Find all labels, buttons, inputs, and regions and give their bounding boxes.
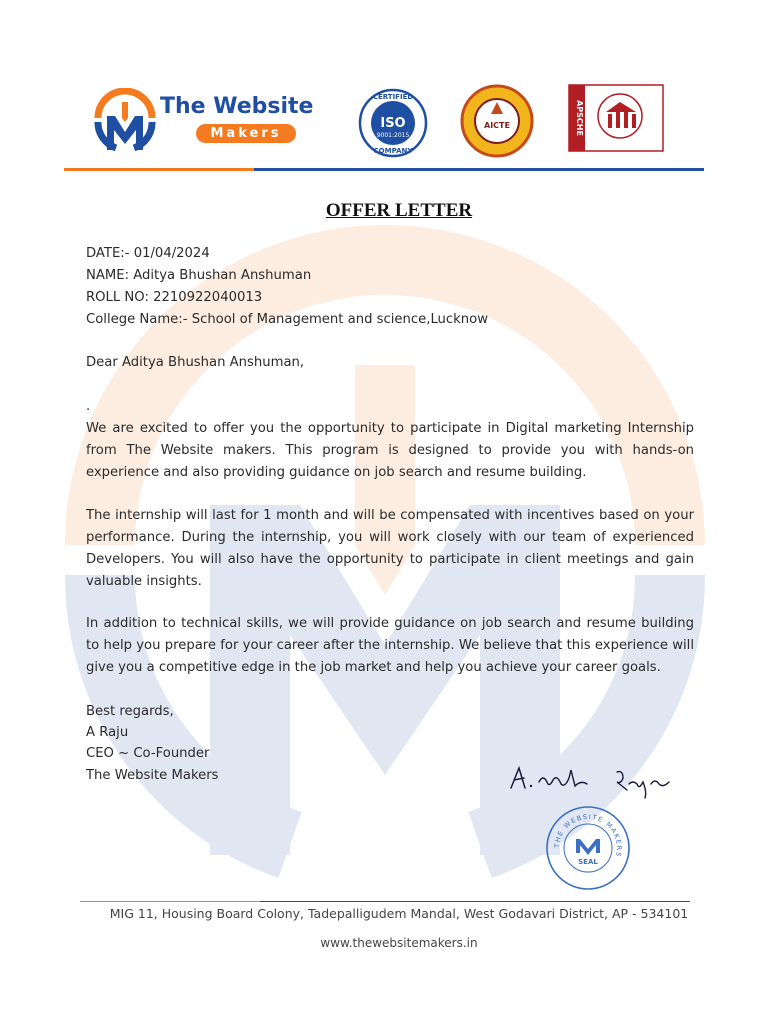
iso-certified-badge-icon (358, 88, 428, 158)
recipient-name: NAME: Aditya Bhushan Anshuman (86, 268, 312, 283)
college-name: College Name:- School of Management and science,Lucknow (86, 312, 489, 327)
brand-name: The Website (160, 94, 314, 119)
paragraph-intro: We are excited to offer you the opportunity to participate in Digital marketing Internship from The Website makers. This program is designed to provide you with hands-on experience and also providing guidance on job search and resume building. (86, 421, 694, 480)
footer-address: MIG 11, Housing Board Colony, Tadepalligudem Mandal, West Godavari District, AP - 534101 (109, 906, 689, 921)
letterhead (0, 80, 768, 170)
iso-center-text: ISO (380, 116, 406, 131)
signer-role: CEO ~ Co-Founder (86, 746, 210, 761)
signer-name: A Raju (86, 725, 129, 740)
stray-dot: . (86, 399, 91, 414)
letter-title: OFFER LETTER (325, 200, 473, 221)
paragraph-guidance: In addition to technical skills, we will provide guidance on job search and resume building to help you prepare for your career after the internship. We believe that this experience will give you a competitive edge in the job market and help you achieve your career goals. (86, 616, 694, 675)
footer-website-link[interactable]: www.thewebsitemakers.in (320, 936, 478, 950)
brand-logo (92, 88, 332, 154)
roll-number: ROLL NO: 2210922040013 (86, 290, 263, 305)
salutation: Dear Aditya Bhushan Anshuman, (86, 355, 305, 370)
footer-divider (80, 901, 690, 902)
aicte-text: AICTE (484, 121, 510, 130)
aicte-logo-icon (460, 84, 534, 158)
website-makers-logo-icon (92, 88, 158, 154)
iso-bottom-text: COMPANY (373, 147, 413, 155)
letter-date: DATE:- 01/04/2024 (86, 246, 210, 261)
header-divider (64, 168, 704, 171)
signature-icon (505, 760, 675, 800)
brand-subtitle: Makers (196, 124, 296, 143)
apsche-logo-icon (568, 84, 664, 152)
paragraph-details: The internship will last for 1 month and will be compensated with incentives based on your performance. During the internship, you will work closely with our team of experienced Developers. You will also have the opportunity to participate in client meetings and gain valuable insights. (86, 508, 694, 589)
apsche-side-text: APSCHE (575, 100, 584, 136)
seal-center-text: SEAL (578, 858, 598, 866)
seal-ring-text: THE WEBSITE MAKERS (552, 812, 624, 859)
company-seal-icon (545, 805, 631, 891)
closing: Best regards, (86, 704, 174, 719)
iso-top-text: CERTIFIED (372, 93, 414, 101)
signer-company: The Website Makers (86, 768, 219, 783)
iso-number-text: 9001:2015 (376, 132, 410, 139)
